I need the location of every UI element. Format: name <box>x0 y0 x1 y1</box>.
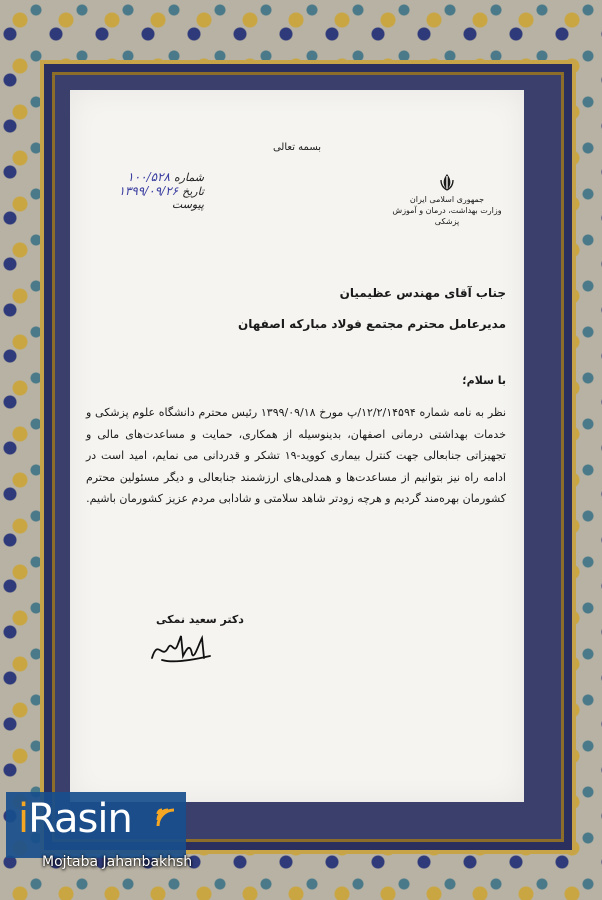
addressee-block <box>86 286 506 348</box>
watermark-logo-rest: Rasin <box>28 796 132 842</box>
handwritten-signature <box>148 630 218 666</box>
letter-body: نظر به نامه شماره ۱۲/۲/۱۴۵۹۴/پ مورخ ۱۳۹۹/۰۹/۱۸ رئیس محترم دانشگاه علوم پزشکی و خدمات بهداشتی درمانی اصفهان، بدینوسیله از همکاری، حمایت و مساعدت‌های مالی و تجهیزاتی جنابعالی جهت کنترل بیماری کووید-۱۹ تشکر و قدردانی می نمایم، امید است در ادامه راه نیز بتوانیم از مساعدت‌ها و همدلی‌های ارزشمند جنابعالی و دیگر مسئولین محترم کشورمان بهره‌مند گردیم و هرچه زودتر شاهد سلامتی و شادابی مردم عزیز کشورمان باشیم. <box>86 406 507 505</box>
photo-credit: Mojtaba Jahanbakhsh <box>42 854 193 870</box>
letter-number-value: ۱۰۰/۵۲۸ <box>127 170 170 184</box>
letter-paper <box>70 90 524 802</box>
watermark-logo-box <box>6 792 186 858</box>
addressee-name: جناب آقای مهندس عظیمیان <box>339 286 506 300</box>
ministry-name-line1: جمهوری اسلامی ایران <box>409 195 485 204</box>
watermark-logo <box>18 796 132 842</box>
ministry-emblem-block <box>392 172 502 227</box>
letter-number-row <box>94 170 204 184</box>
letter-attachment-label: پیوست <box>171 198 204 211</box>
basmala: بسمه تعالی <box>272 142 322 153</box>
addressee-title: مدیرعامل محترم مجتمع فولاد مبارکه اصفهان <box>237 317 506 331</box>
iran-emblem-icon <box>437 172 457 192</box>
letter-date-row <box>94 184 204 198</box>
greeting: با سلام؛ <box>462 374 506 387</box>
letter-date-label: تاریخ <box>182 185 204 198</box>
letter-date-value: ۱۳۹۹/۰۹/۲۶ <box>118 184 179 198</box>
letter-attachment-row <box>94 198 204 211</box>
letter-number-label: شماره <box>173 171 204 184</box>
letter-metadata <box>94 170 204 211</box>
ministry-name-line2: وزارت بهداشت، درمان و آموزش پزشکی <box>392 206 502 226</box>
signal-icon <box>154 800 180 826</box>
watermark-logo-i: i <box>18 796 29 842</box>
signer-name: دکتر سعید نمکی <box>156 613 244 626</box>
